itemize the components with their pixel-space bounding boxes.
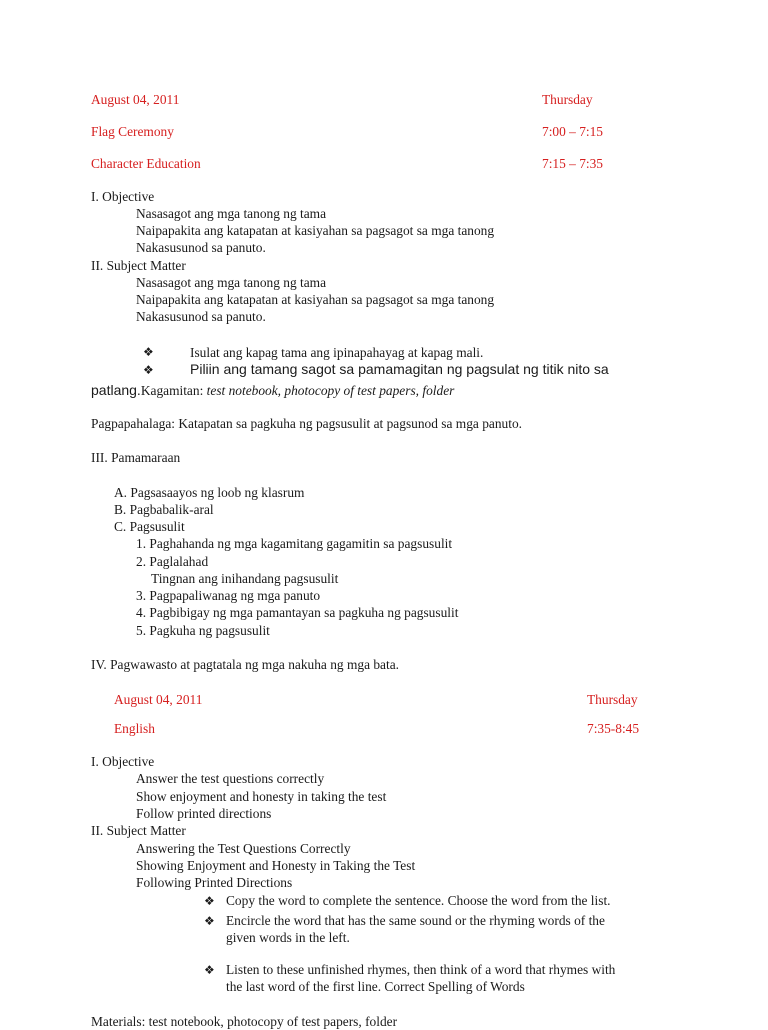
step-lettered: B. Pagbabalik-aral <box>114 502 214 517</box>
bullet-item: Encircle the word that has the same sound or the rhyming words of the <box>226 913 605 928</box>
materials: Materials: test notebook, photocopy of test papers, folder <box>91 1014 398 1029</box>
subject-heading: II. Subject Matter <box>91 258 186 273</box>
step-numbered: 3. Pagpapaliwanag ng mga panuto <box>136 588 321 603</box>
header2-date: August 04, 2011 <box>114 692 203 707</box>
objective-item: Answer the test questions correctly <box>136 771 325 786</box>
objective-item: Nakasusunod sa panuto. <box>136 240 266 255</box>
subject-item: Naipapakita ang katapatan at kasiyahan sa pagsagot sa mga tanong <box>136 292 495 307</box>
objective-item: Nasasagot ang mga tanong ng tama <box>136 206 327 221</box>
pamamaraan-heading: III. Pamamaraan <box>91 450 181 465</box>
bullet-diamond-icon: ❖ <box>143 363 154 377</box>
header2-subject: English <box>114 721 155 736</box>
header2-time: 7:35-8:45 <box>587 721 640 736</box>
header2-day: Thursday <box>587 692 638 707</box>
step-numbered: 2. Paglalahad <box>136 554 209 569</box>
header1-row-time: 7:00 – 7:15 <box>542 124 604 139</box>
bullet-diamond-icon: ❖ <box>204 914 215 928</box>
header1-row-label: Character Education <box>91 156 201 171</box>
step-numbered: 5. Pagkuha ng pagsusulit <box>136 623 270 638</box>
objective-item: Follow printed directions <box>136 806 272 821</box>
bullet-item: Isulat ang kapag tama ang ipinapahayag at kapag mali. <box>190 345 484 360</box>
pagwawasto: IV. Pagwawasto at pagtatala ng mga nakuha ng mga bata. <box>91 657 400 672</box>
subject-heading: II. Subject Matter <box>91 823 186 838</box>
step-lettered: A. Pagsasaayos ng loob ng klasrum <box>114 485 305 500</box>
step-numbered: 1. Paghahanda ng mga kagamitang gagamitin sa pagsusulit <box>136 536 453 551</box>
header1-row-time: 7:15 – 7:35 <box>542 156 604 171</box>
bullet-item: Copy the word to complete the sentence. Choose the word from the list. <box>226 893 611 908</box>
step-subnote: Tingnan ang inihandang pagsusulit <box>151 571 339 586</box>
subject-item: Showing Enjoyment and Honesty in Taking the Test <box>136 858 416 873</box>
subject-item: Nasasagot ang mga tanong ng tama <box>136 275 327 290</box>
header1-day: Thursday <box>542 92 593 107</box>
bullet-item: Piliin ang tamang sagot sa pamamagitan ng pagsulat ng titik nito sa <box>190 361 609 377</box>
bullet-diamond-icon: ❖ <box>143 345 154 359</box>
kagamitan-value: test notebook, photocopy of test papers, folder <box>206 383 455 398</box>
subject-item: Answering the Test Questions Correctly <box>136 841 351 856</box>
bullet-diamond-icon: ❖ <box>204 894 215 908</box>
objective-heading: I. Objective <box>91 754 155 769</box>
header1-row-label: Flag Ceremony <box>91 124 174 139</box>
objective-heading: I. Objective <box>91 189 155 204</box>
bullet-item-continued: the last word of the first line. Correct Spelling of Words <box>226 979 525 994</box>
step-lettered: C. Pagsusulit <box>114 519 185 534</box>
pagpapahalaga: Pagpapahalaga: Katapatan sa pagkuha ng pagsusulit at pagsunod sa mga panuto. <box>91 416 522 431</box>
subject-item: Nakasusunod sa panuto. <box>136 309 266 324</box>
kagamitan-label: Kagamitan: <box>140 383 207 398</box>
objective-item: Naipapakita ang katapatan at kasiyahan sa pagsagot sa mga tanong <box>136 223 495 238</box>
subject-item: Following Printed Directions <box>136 875 293 890</box>
bullet-item: Listen to these unfinished rhymes, then think of a word that rhymes with <box>226 962 616 977</box>
materials-line <box>91 382 454 399</box>
step-numbered: 4. Pagbibigay ng mga pamantayan sa pagkuha ng pagsusulit <box>136 605 459 620</box>
objective-item: Show enjoyment and honesty in taking the test <box>136 789 387 804</box>
bullet-item-continued: patlang. <box>91 382 141 398</box>
header1-date: August 04, 2011 <box>91 92 180 107</box>
bullet-diamond-icon: ❖ <box>204 963 215 977</box>
bullet-item-continued: given words in the left. <box>226 930 350 945</box>
